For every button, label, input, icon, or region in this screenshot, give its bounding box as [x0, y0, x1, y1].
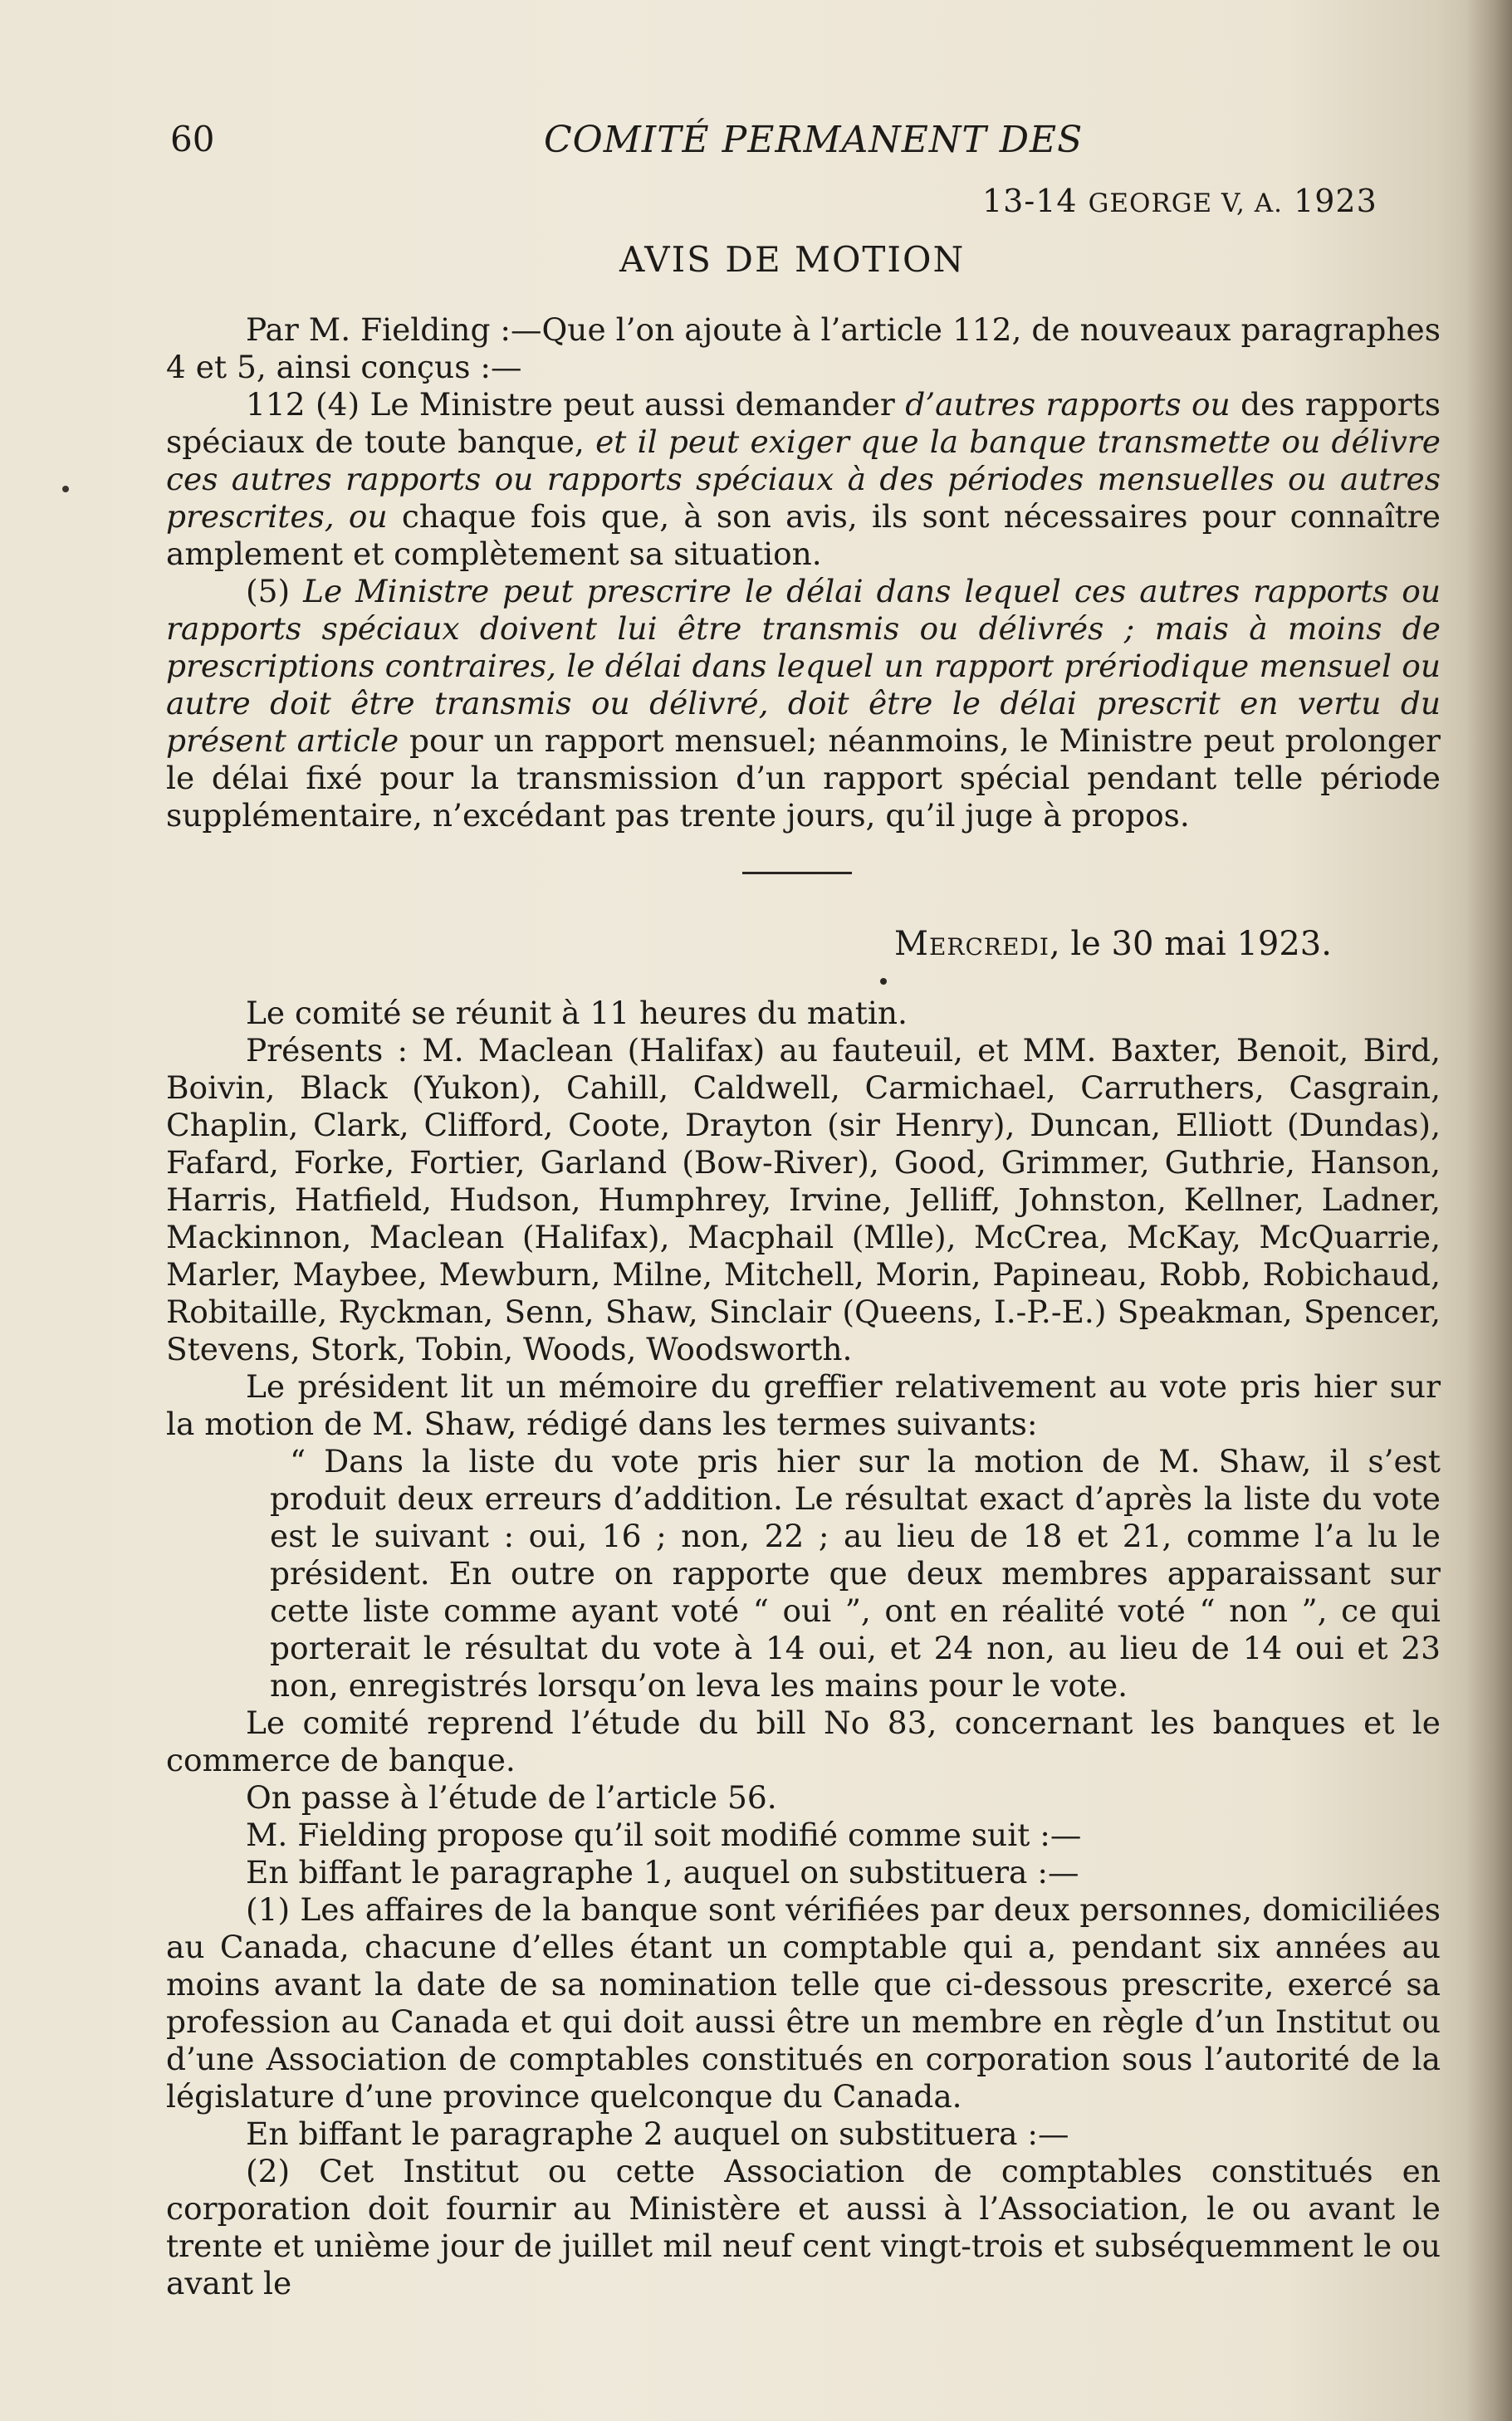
text-run: chaque fois que, à son avis, ils sont nécessaires pour connaître amplement et complètement sa situation.: [166, 498, 1441, 572]
meeting-paragraph-3: Le comité reprend l’étude du bill No 83, concernant les banques et le commerce de banque.: [166, 1704, 1441, 1778]
attendance-list: Présents : M. Maclean (Halifax) au fauteuil, et MM. Baxter, Benoit, Bird, Boivin, Black (Yukon), Cahill, Caldwell, Carmichael, Carruthers, Casgrain, Chaplin, Clark, Clifford, Coote, Drayton (sir Henry), Duncan, Elliott (Dundas), Fafard, Forke, Fortier, Garland (Bow-River), Good, Grimmer, Guthrie, Hanson, Harris, Hatfield, Hudson, Humphrey, Irvine, Jelliff, Johnston, Kellner, Ladner, Mackinnon, Maclean (Halifax), Macphail (Mlle), McCrea, McKay, McQuarrie, Marler, Maybee, Mewburn, Milne, Mitchell, Morin, Papineau, Robb, Robichaud, Robitaille, Ryckman, Senn, Shaw, Sinclair (Queens, I.-P.-E.) Speakman, Spencer, Stevens, Stork, Tobin, Woods, Woodsworth.: [166, 1032, 1441, 1367]
text-run: (5): [246, 573, 304, 609]
notice-body: [166, 311, 1441, 834]
italic-run: Le Ministre peut prescrire le délai dans lequel ces autres rapports ou rapports spéciaux doivent lui être transmis ou délivrés ; mais à moins de prescriptions contraires, le délai dans lequel un rapport prériodique mensuel ou autre doit être transmis ou délivré, doit être le délai prescrit en vertu du présent article: [166, 573, 1441, 759]
date-weekday: Mercredi: [894, 925, 1050, 963]
session-prefix: 13-14: [982, 183, 1078, 219]
meeting-opening: Le comité se réunit à 11 heures du matin.: [246, 995, 908, 1031]
notice-paragraph-1: Par M. Fielding :—Que l’on ajoute à l’article 112, de nouveaux paragraphes 4 et 5, ainsi conçus :—: [166, 311, 1441, 385]
session-reign: GEORGE V, A.: [1088, 188, 1283, 218]
meeting-paragraph-2: Le président lit un mémoire du greffier relativement au vote pris hier sur la motion de M. Shaw, rédigé dans les termes suivants:: [166, 1368, 1441, 1442]
text-run: des rapports spéciaux de toute banque,: [166, 386, 1441, 460]
meeting-paragraph-8: En biffant le paragraphe 2 auquel on substituera :—: [246, 2115, 1069, 2152]
section-divider: [742, 872, 852, 874]
page-number: 60: [170, 119, 215, 159]
meeting-paragraph-6: En biffant le paragraphe 1, auquel on substituera :—: [246, 1854, 1079, 1890]
notice-paragraph-3: [166, 573, 1441, 834]
meeting-paragraph-7: (1) Les affaires de la banque sont vérifiées par deux personnes, domiciliées au Canada, chacune d’elles étant un comptable qui a, pendant six années au moins avant la date de sa nomination telle que ci-dessous prescrite, exercé sa profession au Canada et qui doit aussi être un membre en règle d’un Institut ou d’une Association de comptables constitués en corporation sous l’autorité de la législature d’une province quelconque du Canada.: [166, 1891, 1441, 2115]
print-dot: [880, 978, 887, 985]
meeting-paragraph-4: On passe à l’étude de l’article 56.: [246, 1779, 777, 1816]
margin-mark: [62, 486, 69, 492]
meeting-date: [894, 925, 1332, 963]
meeting-paragraph-9: (2) Cet Institut ou cette Association de comptables constitués en corporation doit fournir au Ministère et aussi à l’Association, le ou avant le trente et unième jour de juillet mil neuf cent vingt-trois et subséquemment le ou avant le: [166, 2153, 1441, 2301]
section-title: AVIS DE MOTION: [619, 239, 966, 280]
clerk-memo-quote: “ Dans la liste du vote pris hier sur la motion de M. Shaw, il s’est produit deux erreurs d’addition. Le résultat exact d’après la liste du vote est le suivant : oui, 16 ; non, 22 ; au lieu de 18 et 21, comme l’a lu le président. En outre on rapporte que deux membres apparaissant sur cette liste comme ayant voté “ oui ”, ont en réalité voté “ non ”, ce qui porterait le résultat du vote à 14 oui, et 24 non, au lieu de 14 oui et 23 non, enregistrés lorsqu’on leva les mains pour le vote.: [270, 1443, 1441, 1704]
text-run: 112 (4) Le Ministre peut aussi demander: [246, 386, 906, 423]
notice-paragraph-2: [166, 386, 1441, 573]
running-title: COMITÉ PERMANENT DES: [544, 119, 1084, 161]
text-run: pour un rapport mensuel; néanmoins, le Ministre peut prolonger le délai fixé pour la transmission d’un rapport spécial pendant telle période supplémentaire, n’excédant pas trente jours, qu’il juge à propos.: [166, 722, 1441, 834]
session-line: [982, 183, 1377, 219]
meeting-paragraph-5: M. Fielding propose qu’il soit modifié comme suit :—: [246, 1817, 1082, 1853]
italic-run: d’autres rapports ou: [905, 386, 1231, 423]
session-year: 1923: [1294, 183, 1377, 219]
italic-run: et il peut exiger que la banque transmette ou délivre ces autres rapports ou rapports spéciaux à des périodes mensuelles ou autres prescrites, ou: [166, 423, 1441, 535]
page-edge-shadow: [1466, 0, 1512, 2421]
meeting-body: [166, 995, 1441, 2302]
date-rest: , le 30 mai 1923.: [1049, 925, 1332, 963]
